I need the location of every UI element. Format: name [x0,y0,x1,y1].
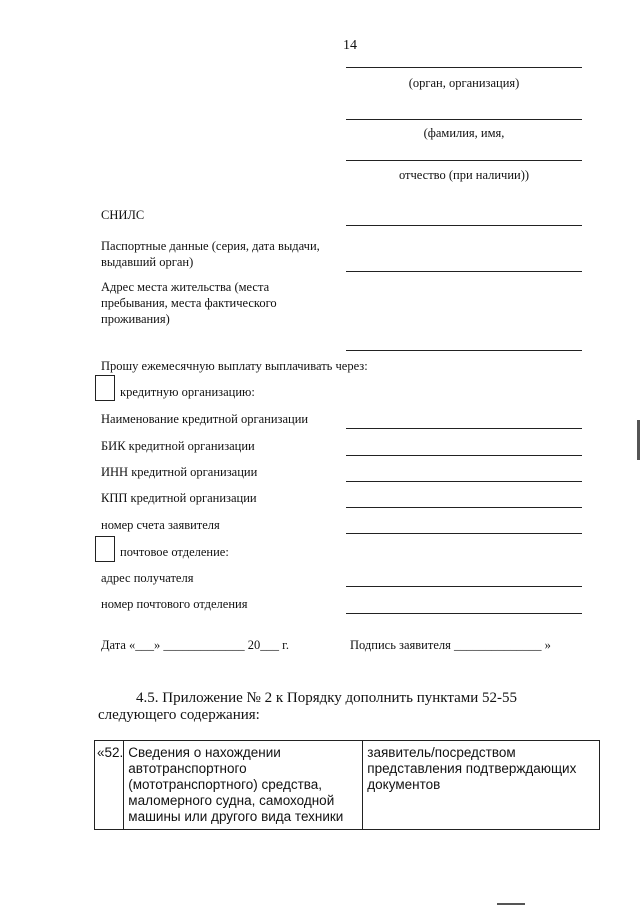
recipient-address-line [346,586,582,587]
method-line: представления подтверждающих [367,761,577,776]
organ-label: (орган, организация) [408,76,520,90]
patronymic-line [346,160,582,161]
payment-request: Прошу ежемесячную выплату выплачивать через: [101,359,368,373]
method-line: заявитель/посредством [367,745,516,760]
description-line: Сведения о нахождении [128,745,281,760]
table-row [95,741,600,830]
bank-name-label: Наименование кредитной организации [101,412,309,426]
inn-label: ИНН кредитной организации [101,465,258,479]
kpp-label: КПП кредитной организации [101,491,257,505]
description-line: маломерного судна, самоходной [128,793,335,808]
description-line: машины или другого вида техники [128,809,344,824]
description-line: (мототранспортного) средства, [128,777,323,792]
patronymic-label: отчество (при наличии)) [398,168,530,182]
organ-line [346,67,582,68]
signature-field: Подпись заявителя ______________ » [350,638,551,652]
passport-line [346,271,582,272]
post-number-label: номер почтового отделения [101,597,248,611]
recipient-address-label: адрес получателя [101,571,194,585]
snils-line [346,225,582,226]
post-office-label: почтовое отделение: [120,545,229,559]
page-number: 14 [343,38,357,53]
method-line: документов [367,777,441,792]
inn-line [346,481,582,482]
paragraph-line-2: следующего содержания: [98,707,260,723]
description-line: автотранспортного [128,761,247,776]
address-label-3: проживания) [101,312,170,326]
passport-label-1: Паспортные данные (серия, дата выдачи, [101,239,320,253]
address-line [346,350,582,351]
credit-org-label: кредитную организацию: [120,385,255,399]
address-label-2: пребывания, места фактического [101,296,277,310]
address-label-1: Адрес места жительства (места [101,280,270,294]
account-label: номер счета заявителя [101,518,220,532]
appendix-table [94,740,600,830]
post-number-line [346,613,582,614]
row-description [124,741,363,830]
paragraph-line-1: 4.5. Приложение № 2 к Порядку дополнить пунктами 52-55 [136,690,517,706]
passport-label-2: выдавший орган) [101,255,194,269]
bank-name-line [346,428,582,429]
row-method [363,741,600,830]
name-label: (фамилия, имя, [423,126,505,140]
snils-label: СНИЛС [101,208,145,222]
post-office-checkbox[interactable] [95,536,115,562]
credit-org-checkbox[interactable] [95,375,115,401]
account-line [346,533,582,534]
bik-line [346,455,582,456]
kpp-line [346,507,582,508]
row-number: «52. [95,741,124,830]
bik-label: БИК кредитной организации [101,439,255,453]
date-field: Дата «___» _____________ 20___ г. [101,638,290,652]
name-line [346,119,582,120]
